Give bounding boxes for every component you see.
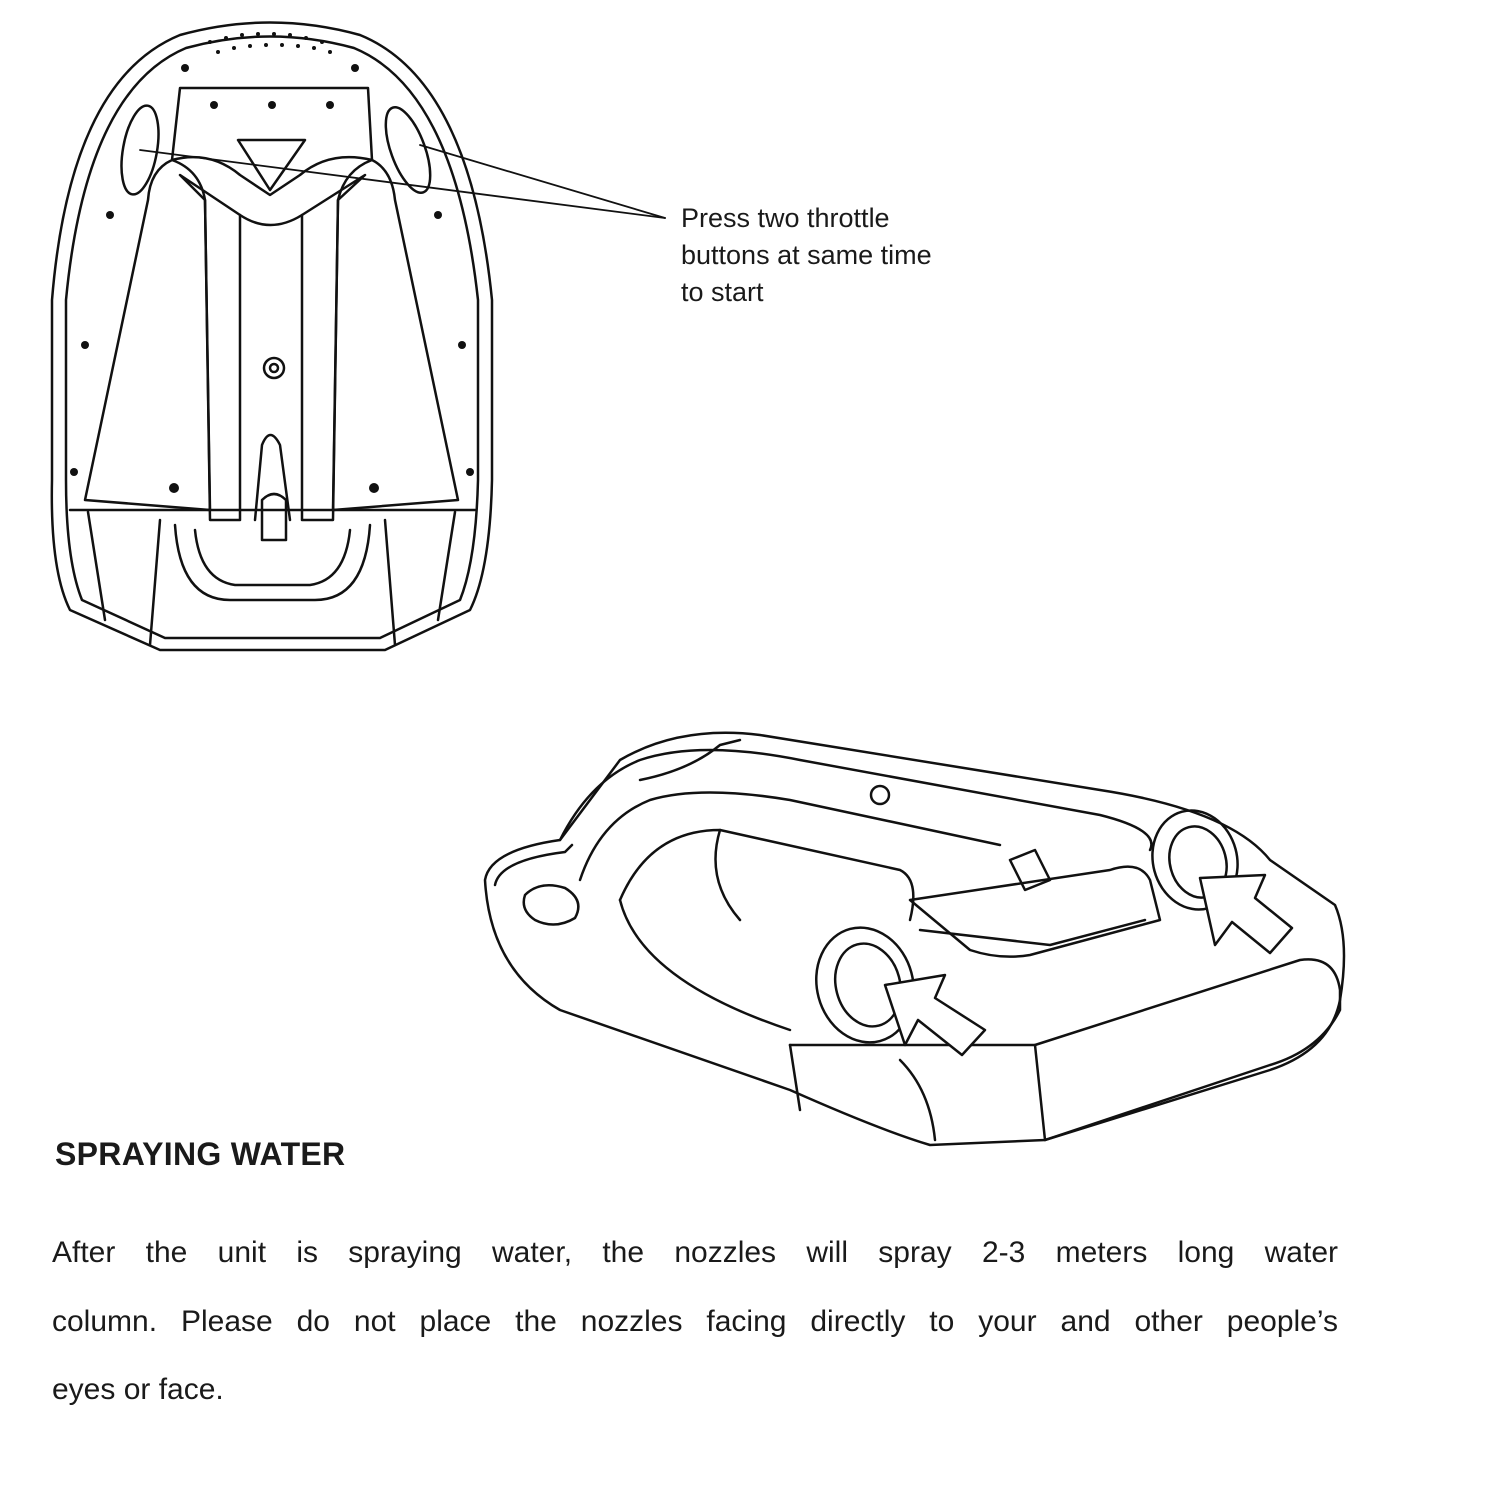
paragraph-line-1: After the unit is spraying water, the nozzles will spray 2-3 meters long water: [52, 1236, 1338, 1269]
throttle-callout: [681, 200, 1011, 311]
paragraph-line-2: column. Please do not place the nozzles facing directly to your and other people’s: [52, 1305, 1338, 1338]
paragraph-line-3: eyes or face.: [52, 1373, 224, 1406]
callout-line-3: to start: [681, 277, 764, 307]
section-heading: SPRAYING WATER: [55, 1136, 346, 1172]
nozzle-arrow-left: [885, 975, 985, 1055]
nozzle-arrow-right: [1200, 875, 1292, 953]
callout-line-1: Press two throttle: [681, 203, 890, 233]
scooter-top-view: [52, 23, 665, 651]
callout-line-2: buttons at same time: [681, 240, 932, 270]
scooter-rear-perspective: [485, 733, 1344, 1145]
